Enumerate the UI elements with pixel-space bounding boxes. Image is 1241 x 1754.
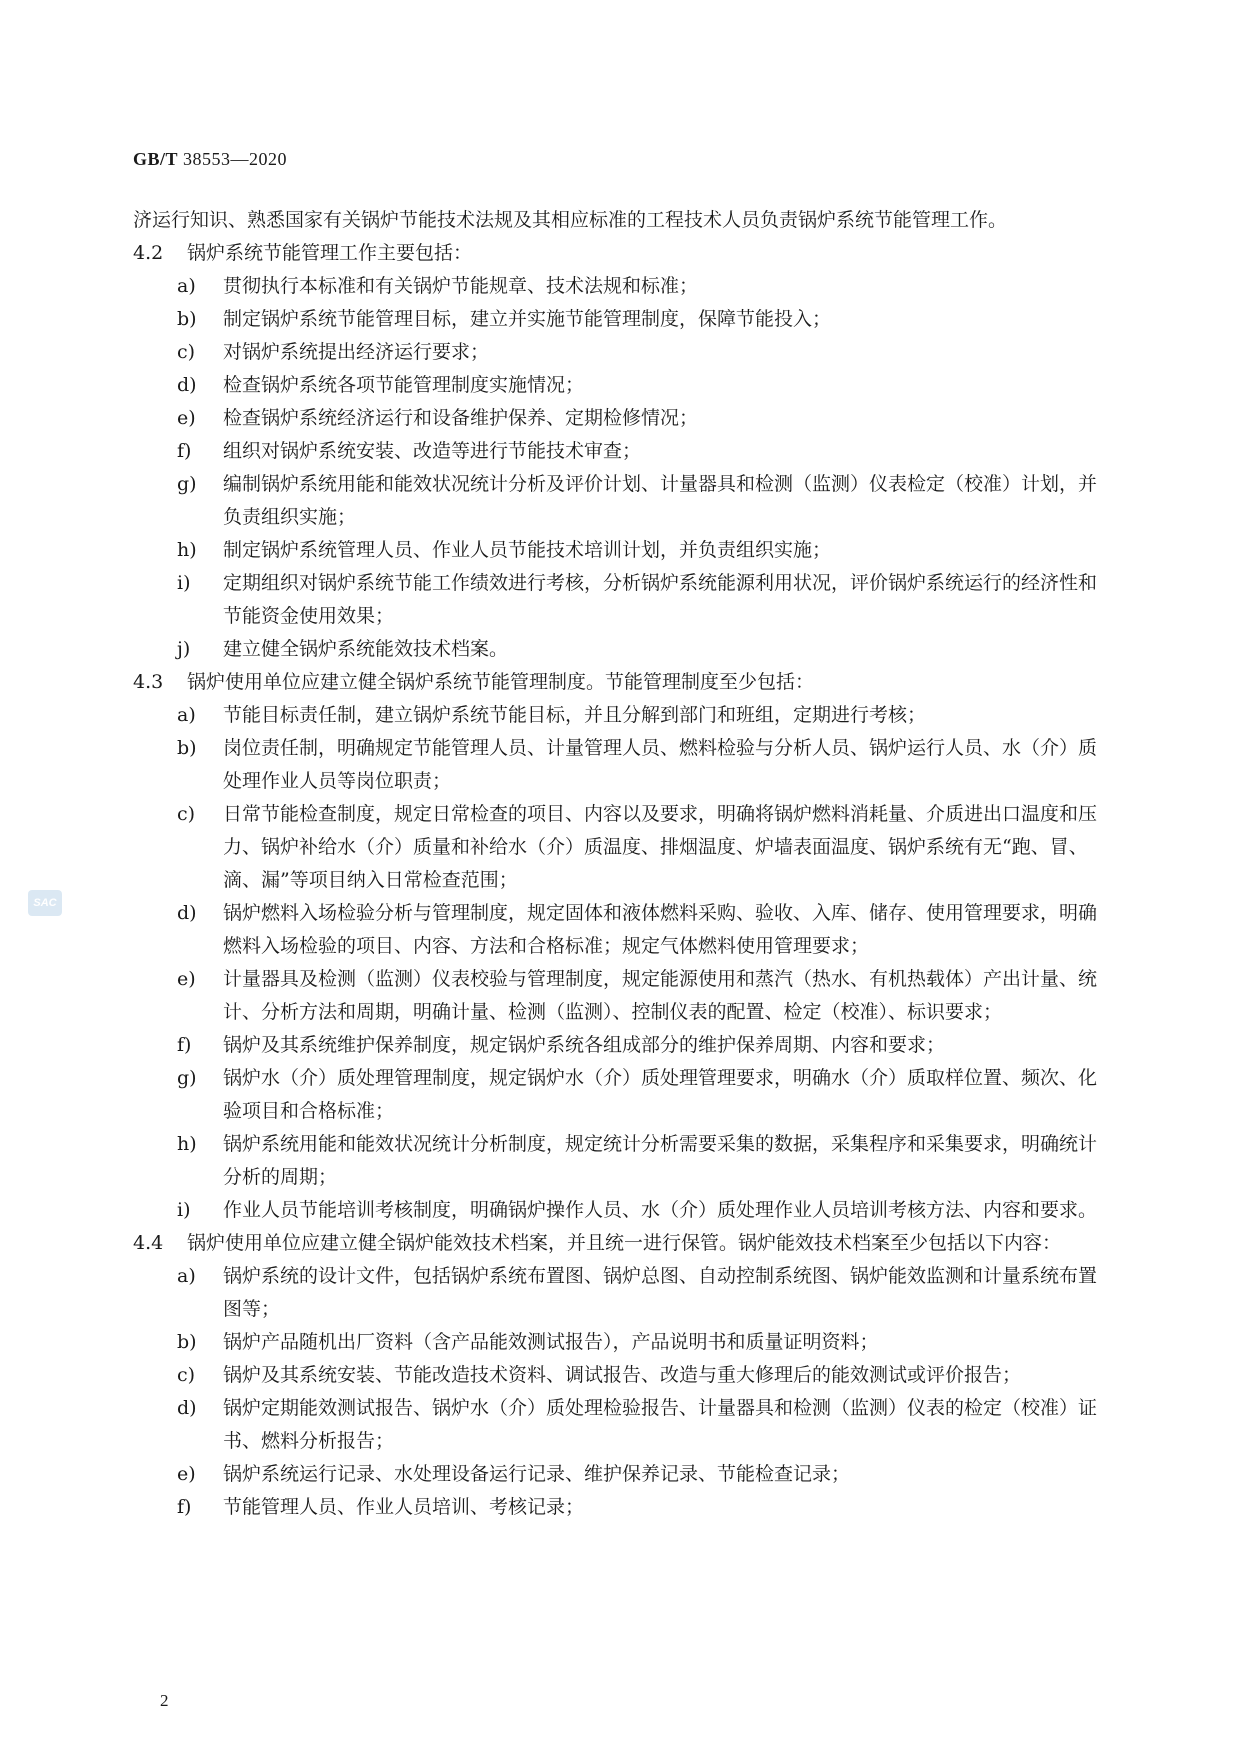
item-label: i) — [177, 1199, 191, 1221]
item-text: 制定锅炉系统节能管理目标，建立并实施节能管理制度，保障节能投入； — [223, 308, 832, 330]
list-item — [133, 567, 1098, 633]
item-label: g) — [177, 473, 197, 495]
list-item — [133, 798, 1098, 897]
clause-number: 4.4 — [133, 1232, 164, 1254]
list-item — [133, 1392, 1098, 1458]
clause-text: 锅炉系统节能管理工作主要包括： — [187, 242, 473, 264]
item-label: d) — [177, 1397, 197, 1419]
item-label: d) — [177, 374, 197, 396]
list-item — [133, 402, 1098, 435]
clause-text: 锅炉使用单位应建立健全锅炉能效技术档案，并且统一进行保管。锅炉能效技术档案至少包括以下内容： — [187, 1232, 1062, 1254]
clause-text: 锅炉使用单位应建立健全锅炉系统节能管理制度。节能管理制度至少包括： — [187, 671, 815, 693]
clause-number: 4.2 — [133, 242, 164, 264]
item-text: 检查锅炉系统经济运行和设备维护保养、定期检修情况； — [223, 407, 699, 429]
document-code — [133, 149, 287, 170]
list-item — [133, 1260, 1098, 1326]
page-number: 2 — [160, 1691, 169, 1710]
item-text: 组织对锅炉系统安装、改造等进行节能技术审查； — [223, 440, 642, 462]
list-item — [133, 303, 1098, 336]
item-label: e) — [177, 407, 196, 429]
item-label: c) — [177, 341, 196, 363]
document-body — [133, 204, 1098, 1524]
list-item — [133, 1029, 1098, 1062]
list-item — [133, 1326, 1098, 1359]
clause-number: 4.3 — [133, 671, 164, 693]
item-label: b) — [177, 737, 197, 759]
list-item — [133, 435, 1098, 468]
list-item — [133, 732, 1098, 798]
item-text: 编制锅炉系统用能和能效状况统计分析及评价计划、计量器具和检测（监测）仪表检定（校准）计划，并负责组织实施； — [223, 473, 1098, 528]
clause-4-2 — [133, 237, 1098, 270]
item-text: 锅炉系统运行记录、水处理设备运行记录、维护保养记录、节能检查记录； — [223, 1463, 851, 1485]
clause-4-4 — [133, 1227, 1098, 1260]
list-item — [133, 633, 1098, 666]
item-text: 对锅炉系统提出经济运行要求； — [223, 341, 490, 363]
item-text: 建立健全锅炉系统能效技术档案。 — [223, 638, 509, 660]
item-label: h) — [177, 1133, 197, 1155]
list-item — [133, 1194, 1098, 1227]
item-label: a) — [177, 1265, 196, 1287]
item-label: d) — [177, 902, 197, 924]
item-label: f) — [177, 1496, 192, 1518]
clause-4-3-list — [133, 699, 1098, 1227]
item-text: 岗位责任制，明确规定节能管理人员、计量管理人员、燃料检验与分析人员、锅炉运行人员、水（介）质处理作业人员等岗位职责； — [223, 737, 1098, 792]
item-label: e) — [177, 1463, 196, 1485]
item-text: 锅炉水（介）质处理管理制度，规定锅炉水（介）质处理管理要求，明确水（介）质取样位置、频次、化验项目和合格标准； — [223, 1067, 1098, 1122]
item-text: 锅炉燃料入场检验分析与管理制度，规定固体和液体燃料采购、验收、入库、储存、使用管理要求，明确燃料入场检验的项目、内容、方法和合格标准；规定气体燃料使用管理要求； — [223, 902, 1098, 957]
clause-4-3 — [133, 666, 1098, 699]
item-label: c) — [177, 803, 196, 825]
list-item — [133, 336, 1098, 369]
list-item — [133, 699, 1098, 732]
list-item — [133, 369, 1098, 402]
list-item — [133, 1458, 1098, 1491]
item-label: g) — [177, 1067, 197, 1089]
item-text: 制定锅炉系统管理人员、作业人员节能技术培训计划，并负责组织实施； — [223, 539, 832, 561]
item-label: b) — [177, 308, 197, 330]
item-text: 节能管理人员、作业人员培训、考核记录； — [223, 1496, 585, 1518]
list-item — [133, 1062, 1098, 1128]
item-label: a) — [177, 275, 196, 297]
item-text: 定期组织对锅炉系统节能工作绩效进行考核，分析锅炉系统能源利用状况，评价锅炉系统运行的经济性和节能资金使用效果； — [223, 572, 1098, 627]
list-item — [133, 468, 1098, 534]
item-text: 计量器具及检测（监测）仪表校验与管理制度，规定能源使用和蒸汽（热水、有机热载体）产出计量、统计、分析方法和周期，明确计量、检测（监测）、控制仪表的配置、检定（校准）、标识要求； — [223, 968, 1098, 1023]
item-label: f) — [177, 440, 192, 462]
item-text: 节能目标责任制，建立锅炉系统节能目标，并且分解到部门和班组，定期进行考核； — [223, 704, 927, 726]
item-label: a) — [177, 704, 196, 726]
item-label: f) — [177, 1034, 192, 1056]
item-label: e) — [177, 968, 196, 990]
item-text: 锅炉及其系统维护保养制度，规定锅炉系统各组成部分的维护保养周期、内容和要求； — [223, 1034, 946, 1056]
list-item — [133, 1128, 1098, 1194]
item-label: c) — [177, 1364, 196, 1386]
item-text: 锅炉系统的设计文件，包括锅炉系统布置图、锅炉总图、自动控制系统图、锅炉能效监测和计量系统布置图等； — [223, 1265, 1098, 1320]
list-item — [133, 534, 1098, 567]
item-label: j) — [177, 638, 191, 660]
list-item — [133, 1491, 1098, 1524]
item-text: 锅炉系统用能和能效状况统计分析制度，规定统计分析需要采集的数据，采集程序和采集要求，明确统计分析的周期； — [223, 1133, 1098, 1188]
item-label: i) — [177, 572, 191, 594]
standard-prefix: GB/T — [133, 149, 179, 169]
list-item — [133, 897, 1098, 963]
item-text: 锅炉产品随机出厂资料（含产品能效测试报告），产品说明书和质量证明资料； — [223, 1331, 879, 1353]
continued-paragraph: 济运行知识、熟悉国家有关锅炉节能技术法规及其相应标准的工程技术人员负责锅炉系统节能管理工作。 — [133, 209, 1008, 231]
sac-watermark-logo: SAC — [28, 890, 62, 916]
item-text: 贯彻执行本标准和有关锅炉节能规章、技术法规和标准； — [223, 275, 699, 297]
list-item — [133, 963, 1098, 1029]
item-text: 作业人员节能培训考核制度，明确锅炉操作人员、水（介）质处理作业人员培训考核方法、内容和要求。 — [223, 1199, 1098, 1221]
list-item — [133, 1359, 1098, 1392]
item-label: b) — [177, 1331, 197, 1353]
standard-number: 38553—2020 — [183, 149, 288, 169]
item-label: h) — [177, 539, 197, 561]
item-text: 检查锅炉系统各项节能管理制度实施情况； — [223, 374, 585, 396]
item-text: 锅炉定期能效测试报告、锅炉水（介）质处理检验报告、计量器具和检测（监测）仪表的检定（校准）证书、燃料分析报告； — [223, 1397, 1098, 1452]
list-item — [133, 270, 1098, 303]
item-text: 日常节能检查制度，规定日常检查的项目、内容以及要求，明确将锅炉燃料消耗量、介质进出口温度和压力、锅炉补给水（介）质量和补给水（介）质温度、排烟温度、炉墙表面温度、锅炉系统有无“跑、冒、滴、漏”等项目纳入日常检查范围； — [223, 803, 1098, 891]
clause-4-2-list — [133, 270, 1098, 666]
clause-4-4-list — [133, 1260, 1098, 1524]
item-text: 锅炉及其系统安装、节能改造技术资料、调试报告、改造与重大修理后的能效测试或评价报告； — [223, 1364, 1022, 1386]
